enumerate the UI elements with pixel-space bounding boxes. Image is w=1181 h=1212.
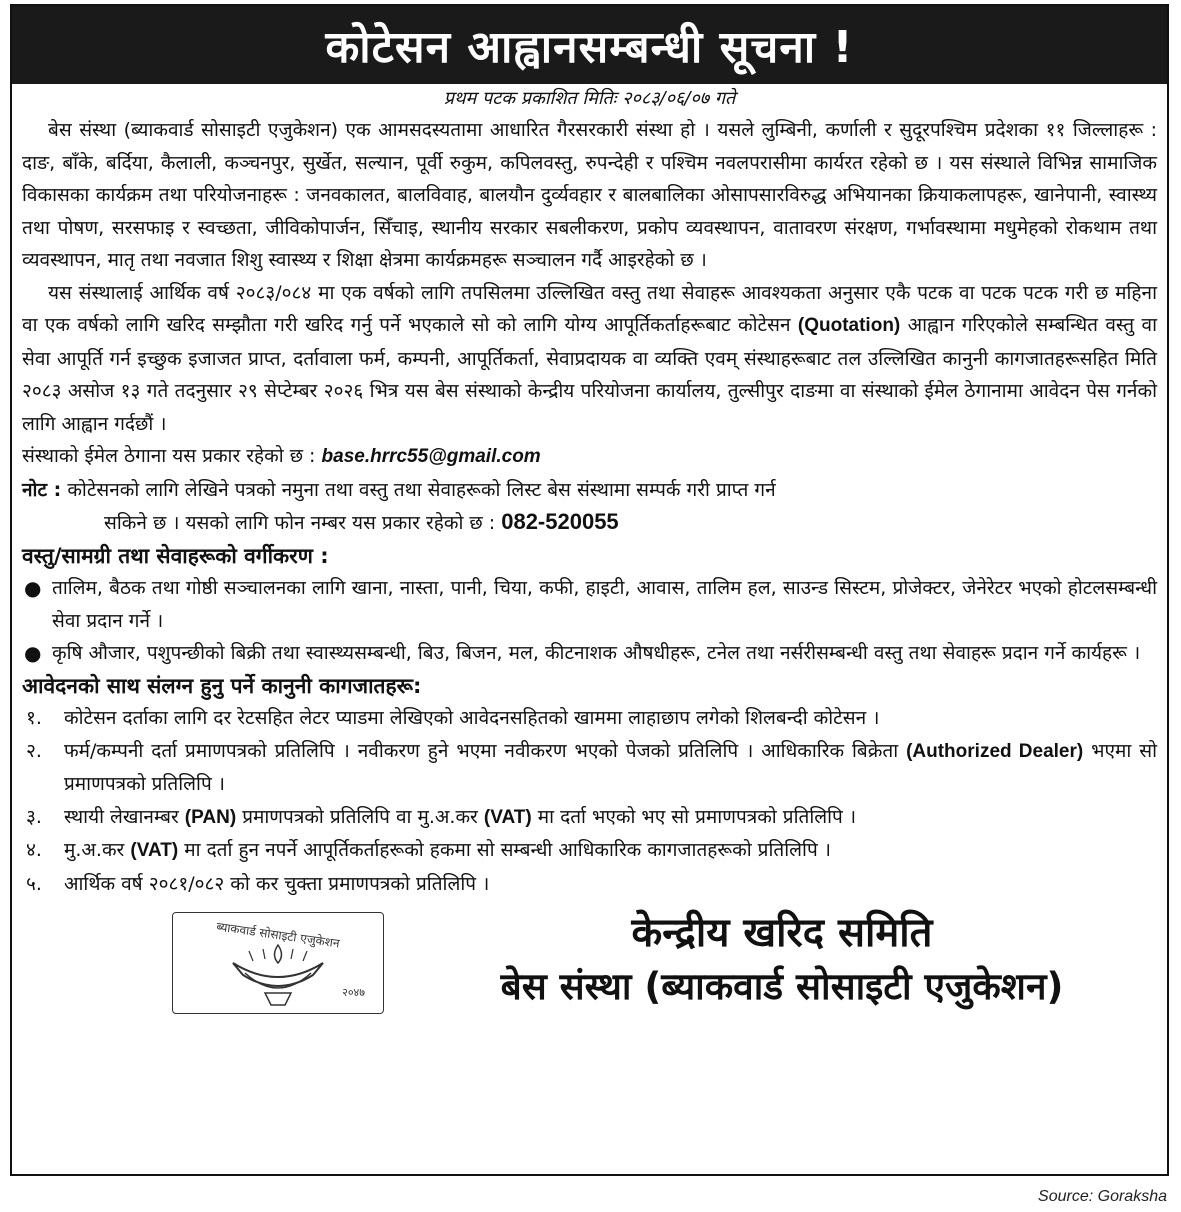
notice-footer — [22, 908, 1157, 1033]
list-item — [22, 702, 1157, 735]
note-line — [22, 474, 1157, 507]
publish-date: प्रथम पटक प्रकाशित मितिः २०८३/०६/०७ गते — [443, 88, 736, 109]
item-number: ३. — [26, 805, 42, 828]
bullet-dot-icon: ● — [24, 641, 42, 665]
pan-term: (PAN) — [184, 806, 237, 828]
category-text: कृषि औजार, पशुपन्छीको बिक्री तथा स्वास्थ्यसम्बन्धी, बिउ, बिजन, मल, कीटनाशक औषधीहरू, टनेल तथा नर्सरीसम्बन्धी वस्तु तथा सेवाहरू प्रदान गर्ने कार्यहरू । — [52, 642, 1141, 664]
intro-paragraph: बेस संस्था (ब्याकवार्ड सोसाइटी एजुकेशन) एक आमसदस्यतामा आधारित गैरसरकारी संस्था हो । यसले लुम्बिनी, कर्णाली र सुदूरपश्चिम प्रदेशका ११ जिल्लाहरू : दाङ, बाँके, बर्दिया, कैलाली, कञ्चनपुर, सुर्खेत, सल्यान, पूर्वी रुकुम, कपिलवस्तु, रुपन्देही र पश्चिम नवलपरासीमा कार्यरत रहेको छ । यस संस्थाले विभिन्न सामाजिक विकासका कार्यक्रम तथा परियोजनाहरू : जनवकालत, बालविवाह, बालयौन दुर्व्यवहार र बालबालिका ओसापसारविरुद्ध अभियानका क्रियाकलापहरू, खानेपानी, स्वास्थ्य तथा पोषण, सरसफाइ र स्वच्छता, जीविकोपार्जन, सिँचाइ, स्थानीय सरकार सबलीकरण, प्रकोप व्यवस्थापन, वातावरण संरक्षण, गर्भावस्थामा मधुमेहको रोकथाम तथा व्यवस्थापन, मातृ तथा नवजात शिशु स्वास्थ्य र शिक्षा क्षेत्रमा कार्यक्रमहरू सञ्चालन गर्दै आइरहेको छ । — [22, 119, 1157, 271]
note-text-2: सकिने छ । यसको लागि फोन नम्बर यस प्रकार रहेको छ : — [104, 512, 496, 534]
bullet-dot-icon: ● — [24, 576, 42, 600]
list-item — [22, 801, 1157, 835]
call-text-1: यस संस्थालाई आर्थिक वर्ष २०८३/०८४ मा एक वर्षको लागि तपसिलमा उल्लिखित वस्तु तथा सेवाहरू आवश्यकता अनुसार एकै पटक वा पटक पटक गरी छ महिना वा एक वर्षको लागि खरिद सम्झौता गरी खरिद गर्नु पर्ने भएकाले सो को लागि योग्य आपूर्तिकर्ताहरूबाट कोटेसन — [22, 281, 1157, 336]
document-text: मा दर्ता हुन नपर्ने आपूर्तिकर्ताहरूको हकमा सो सम्बन्धी आधिकारिक कागजातहरूको प्रतिलिपि । — [184, 839, 832, 861]
vat-term: (VAT) — [483, 806, 532, 828]
note-text: कोटेसनको लागि लेखिने पत्रको नमुना तथा वस्तु तथा सेवाहरूको लिस्ट बेस संस्थामा सम्पर्क गरी प्राप्त गर्न — [67, 478, 776, 501]
organization-stamp — [172, 912, 384, 1014]
authorized-dealer-term: (Authorized Dealer) — [906, 740, 1084, 762]
categories-list — [22, 572, 1157, 670]
committee-name: केन्द्रीय खरिद समिति — [631, 910, 933, 956]
document-text: कोटेसन दर्ताका लागि दर रेटसहित लेटर प्याडमा लेखिएको आवेदनसहितको खाममा लाहाछाप लगेको शिलबन्दी कोटेसन । — [64, 707, 880, 729]
note-line-2 — [22, 506, 1157, 540]
list-item — [22, 637, 1157, 670]
item-number: ५. — [26, 872, 42, 895]
source-credit: Source: Goraksha — [1038, 1188, 1167, 1205]
stamp-label: ब्याकवार्ड सोसाइटी एजुकेशन — [215, 919, 341, 951]
document-text: भएमा सो प्रमाणपत्रको प्रतिलिपि । — [64, 739, 1157, 795]
list-item — [22, 868, 1157, 901]
email-label: संस्थाको ईमेल ठेगाना यस प्रकार रहेको छ : — [22, 445, 316, 467]
call-paragraph — [22, 277, 1157, 441]
item-number: २. — [26, 739, 42, 762]
phone-number[interactable]: 082-520055 — [501, 509, 619, 534]
quotation-term: (Quotation) — [797, 315, 901, 336]
document-text: फर्म/कम्पनी दर्ता प्रमाणपत्रको प्रतिलिपि । नवीकरण हुने भएमा नवीकरण भएको पेजको प्रतिलिपि । आधिकारिक बिक्रेता — [64, 739, 899, 762]
stamp-year: २०४७ — [342, 985, 365, 999]
document-text: प्रमाणपत्रको प्रतिलिपि वा मु.अ.कर — [242, 805, 478, 828]
list-item — [22, 735, 1157, 801]
email-line — [22, 440, 1157, 474]
call-text-2: आह्वान गरिएकोले सम्बन्धित वस्तु वा सेवा आपूर्ति गर्न इच्छुक इजाजत प्राप्त, दर्तावाला फर्म, कम्पनी, आपूर्तिकर्ता, सेवाप्रदायक वा व्यक्ति एवम् संस्थाहरूबाट तल उल्लिखित कानुनी कागजातहरूसहित मिति २०८३ असोज १३ गते तदनुसार २९ सेप्टेम्बर २०२६ भित्र यस बेस संस्थाको केन्द्रीय परियोजना कार्यालय, तुल्सीपुर दाङमा वा संस्थाको ईमेल ठेगानामा आवेदन पेस गर्नको लागि आह्वान गर्दछौं । — [22, 314, 1158, 435]
document-text: आर्थिक वर्ष २०८१/०८२ को कर चुक्ता प्रमाणपत्रको प्रतिलिपि । — [64, 872, 490, 895]
email-address[interactable]: base.hrrc55@gmail.com — [321, 446, 541, 467]
categories-heading: वस्तु/सामग्री तथा सेवाहरूको वर्गीकरण : — [22, 543, 329, 568]
vat-term: (VAT) — [130, 840, 179, 861]
notice-content — [12, 84, 1167, 1033]
document-text: मु.अ.कर — [64, 839, 125, 861]
list-item — [22, 572, 1157, 637]
notice-title: कोटेसन आह्वानसम्बन्धी सूचना ! — [12, 6, 1167, 84]
documents-list — [22, 702, 1157, 900]
list-item — [22, 834, 1157, 868]
note-label: नोट : — [22, 478, 62, 501]
document-text: मा दर्ता भएको भए सो प्रमाणपत्रको प्रतिलिपि । — [537, 805, 857, 828]
notice-frame — [10, 4, 1169, 1176]
documents-heading: आवेदनको साथ संलग्न हुनु पर्ने कानुनी कागजातहरू: — [22, 673, 422, 698]
item-number: ४. — [26, 839, 42, 861]
item-number: १. — [26, 707, 42, 729]
category-text: तालिम, बैठक तथा गोष्ठी सञ्चालनका लागि खाना, नास्ता, पानी, चिया, कफी, हाइटी, आवास, तालिम हल, साउन्ड सिस्टम, प्रोजेक्टर, जेनेरेटर भएको होटलसम्बन्धी सेवा प्रदान गर्ने । — [52, 577, 1157, 632]
document-text: स्थायी लेखानम्बर — [64, 805, 179, 828]
organization-name: बेस संस्था (ब्याकवार्ड सोसाइटी एजुकेशन) — [500, 965, 1064, 1008]
committee-signature — [422, 908, 1142, 1016]
